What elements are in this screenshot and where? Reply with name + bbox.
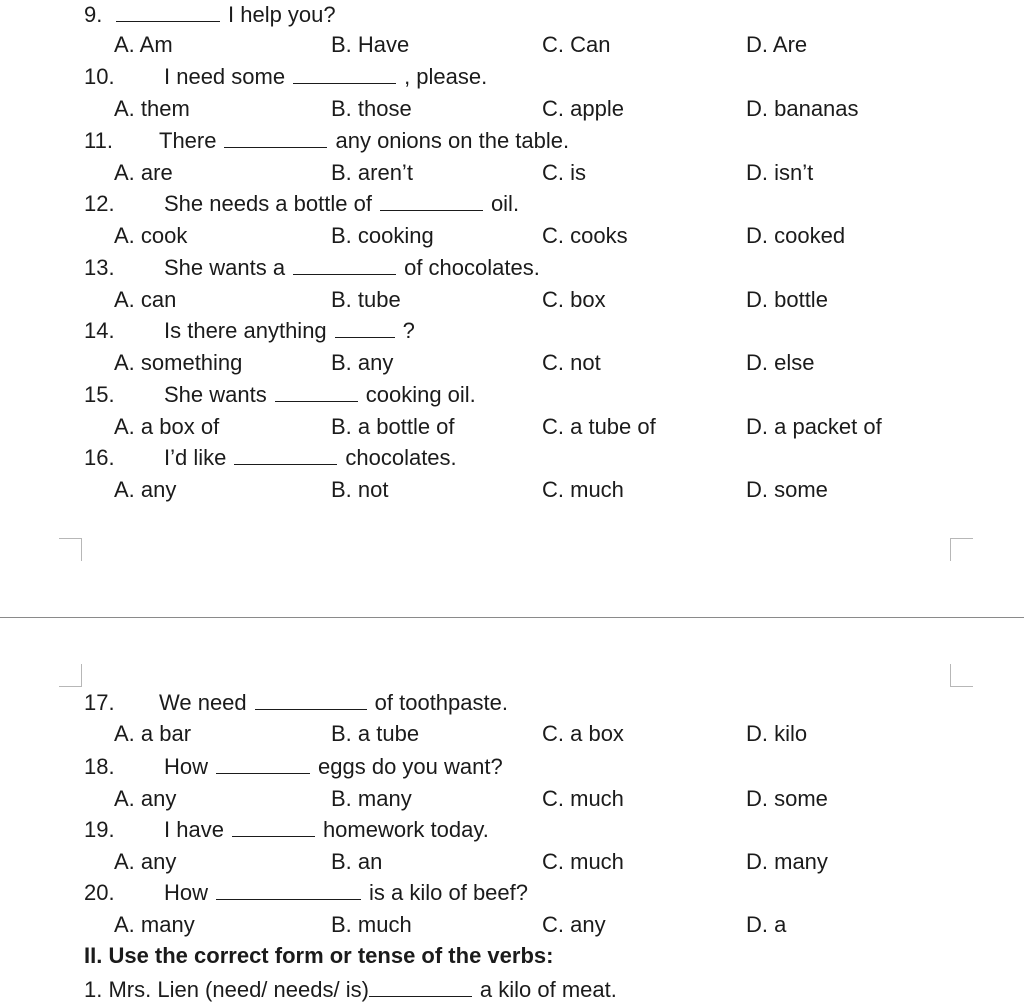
answer-blank	[216, 879, 361, 900]
question-text-before: How	[164, 754, 209, 779]
question-text-after: ?	[402, 318, 415, 343]
section-heading: II. Use the correct form or tense of the verbs:	[84, 943, 554, 968]
options-row	[0, 784, 1024, 814]
question-row	[0, 0, 1024, 30]
options-row	[0, 285, 1024, 315]
question-row	[0, 752, 1024, 782]
answer-option: B. those	[331, 96, 412, 121]
question-number: 19.	[84, 817, 115, 842]
options-row	[0, 221, 1024, 251]
question-row	[0, 316, 1024, 346]
answer-blank	[293, 63, 396, 84]
answer-option: C. Can	[542, 32, 611, 57]
question-text-before: Is there anything	[164, 318, 327, 343]
answer-blank	[275, 381, 358, 402]
exercise-text-before: 1. Mrs. Lien (need/ needs/ is)	[84, 977, 369, 1002]
answer-option: C. much	[542, 849, 624, 874]
question-text-before: She needs a bottle of	[164, 191, 372, 216]
answer-option: B. not	[331, 477, 389, 502]
question-row	[0, 815, 1024, 845]
question-number: 11.	[84, 128, 113, 153]
question-row	[0, 253, 1024, 283]
answer-option: C. a box	[542, 721, 624, 746]
question-text-after: cooking oil.	[365, 382, 476, 407]
answer-option: B. an	[331, 849, 383, 874]
answer-blank	[380, 190, 483, 211]
question-text-before: There	[159, 128, 217, 153]
answer-blank	[369, 976, 472, 997]
answer-option: A. cook	[114, 223, 188, 248]
question-text-after: I help you?	[228, 2, 336, 27]
question-number: 9.	[84, 2, 103, 27]
answer-option: D. many	[746, 849, 828, 874]
answer-option: C. is	[542, 160, 586, 185]
answer-option: A. can	[114, 287, 177, 312]
answer-option: D. Are	[746, 32, 808, 57]
answer-blank	[224, 127, 327, 148]
question-row	[0, 878, 1024, 908]
answer-option: B. any	[331, 350, 394, 375]
page-corner-mark	[950, 538, 973, 561]
question-text-after: eggs do you want?	[318, 754, 503, 779]
question-text	[164, 189, 519, 219]
question-text	[164, 443, 457, 473]
question-number: 10.	[84, 64, 115, 89]
answer-option: D. a	[746, 912, 787, 937]
page-break-line	[0, 617, 1024, 618]
answer-option: B. much	[331, 912, 412, 937]
question-text-after: is a kilo of beef?	[369, 880, 528, 905]
page-corner-mark	[59, 538, 82, 561]
question-text	[164, 815, 489, 845]
answer-option: B. a tube	[331, 721, 420, 746]
answer-option: D. bananas	[746, 96, 859, 121]
question-number: 15.	[84, 382, 115, 407]
question-text-after: of chocolates.	[404, 255, 540, 280]
answer-option: B. tube	[331, 287, 401, 312]
answer-option: A. any	[114, 477, 177, 502]
answer-option: C. much	[542, 786, 624, 811]
question-row	[0, 62, 1024, 92]
question-text-before: I have	[164, 817, 224, 842]
question-text-before: She wants a	[164, 255, 286, 280]
options-row	[0, 348, 1024, 378]
exercise-text-after: a kilo of meat.	[479, 977, 617, 1002]
answer-option: C. not	[542, 350, 601, 375]
question-text	[159, 126, 569, 156]
answer-blank	[232, 816, 315, 837]
question-number: 13.	[84, 255, 115, 280]
question-text	[164, 253, 540, 283]
question-text-before: We need	[159, 690, 247, 715]
answer-option: B. a bottle of	[331, 414, 455, 439]
options-row	[0, 412, 1024, 442]
question-number: 12.	[84, 191, 115, 216]
question-text	[159, 688, 508, 718]
question-text-before: How	[164, 880, 209, 905]
question-text-before: I need some	[164, 64, 286, 89]
answer-option: D. a packet of	[746, 414, 882, 439]
answer-option: C. cooks	[542, 223, 628, 248]
question-row	[0, 688, 1024, 718]
question-number: 16.	[84, 445, 115, 470]
options-row	[0, 30, 1024, 60]
question-row	[0, 126, 1024, 156]
answer-option: D. some	[746, 786, 828, 811]
question-text-after: of toothpaste.	[374, 690, 508, 715]
answer-option: C. a tube of	[542, 414, 656, 439]
answer-option: D. cooked	[746, 223, 846, 248]
options-row	[0, 475, 1024, 505]
question-row	[0, 443, 1024, 473]
answer-option: D. kilo	[746, 721, 808, 746]
question-text	[116, 0, 336, 30]
answer-option: A. any	[114, 786, 177, 811]
options-row	[0, 847, 1024, 877]
answer-option: B. cooking	[331, 223, 434, 248]
answer-option: B. aren’t	[331, 160, 413, 185]
answer-option: A. many	[114, 912, 195, 937]
question-text	[164, 380, 476, 410]
answer-blank	[255, 689, 367, 710]
answer-option: C. much	[542, 477, 624, 502]
answer-option: C. any	[542, 912, 606, 937]
answer-option: C. box	[542, 287, 606, 312]
answer-option: A. a bar	[114, 721, 192, 746]
answer-option: C. apple	[542, 96, 624, 121]
question-text	[164, 752, 503, 782]
question-text-after: any onions on the table.	[335, 128, 570, 153]
answer-blank	[234, 444, 337, 465]
question-text-after: homework today.	[322, 817, 489, 842]
answer-option: B. Have	[331, 32, 410, 57]
answer-option: A. something	[114, 350, 243, 375]
answer-blank	[293, 254, 396, 275]
question-number: 20.	[84, 880, 115, 905]
question-text	[164, 62, 487, 92]
answer-option: A. them	[114, 96, 190, 121]
answer-blank	[216, 753, 310, 774]
question-number: 14.	[84, 318, 115, 343]
answer-blank	[335, 317, 395, 338]
question-number: 18.	[84, 754, 115, 779]
options-row	[0, 910, 1024, 940]
answer-blank	[116, 1, 220, 22]
answer-option: B. many	[331, 786, 412, 811]
answer-option: D. some	[746, 477, 828, 502]
question-row	[0, 380, 1024, 410]
answer-option: D. bottle	[746, 287, 828, 312]
question-text-before: She wants	[164, 382, 267, 407]
answer-option: A. a box of	[114, 414, 220, 439]
page-corner-mark	[59, 664, 82, 687]
answer-option: A. Am	[114, 32, 173, 57]
question-text-after: chocolates.	[345, 445, 457, 470]
question-text-before: I’d like	[164, 445, 227, 470]
exercise-item	[0, 975, 1024, 1005]
answer-option: A. are	[114, 160, 173, 185]
question-number: 17.	[84, 690, 115, 715]
page-corner-mark	[950, 664, 973, 687]
answer-option: D. isn’t	[746, 160, 814, 185]
question-text	[164, 316, 415, 346]
answer-option: A. any	[114, 849, 177, 874]
question-text	[164, 878, 528, 908]
question-text-after: , please.	[404, 64, 488, 89]
question-text-after: oil.	[490, 191, 520, 216]
answer-option: D. else	[746, 350, 815, 375]
question-row	[0, 189, 1024, 219]
options-row	[0, 158, 1024, 188]
options-row	[0, 94, 1024, 124]
options-row	[0, 719, 1024, 749]
